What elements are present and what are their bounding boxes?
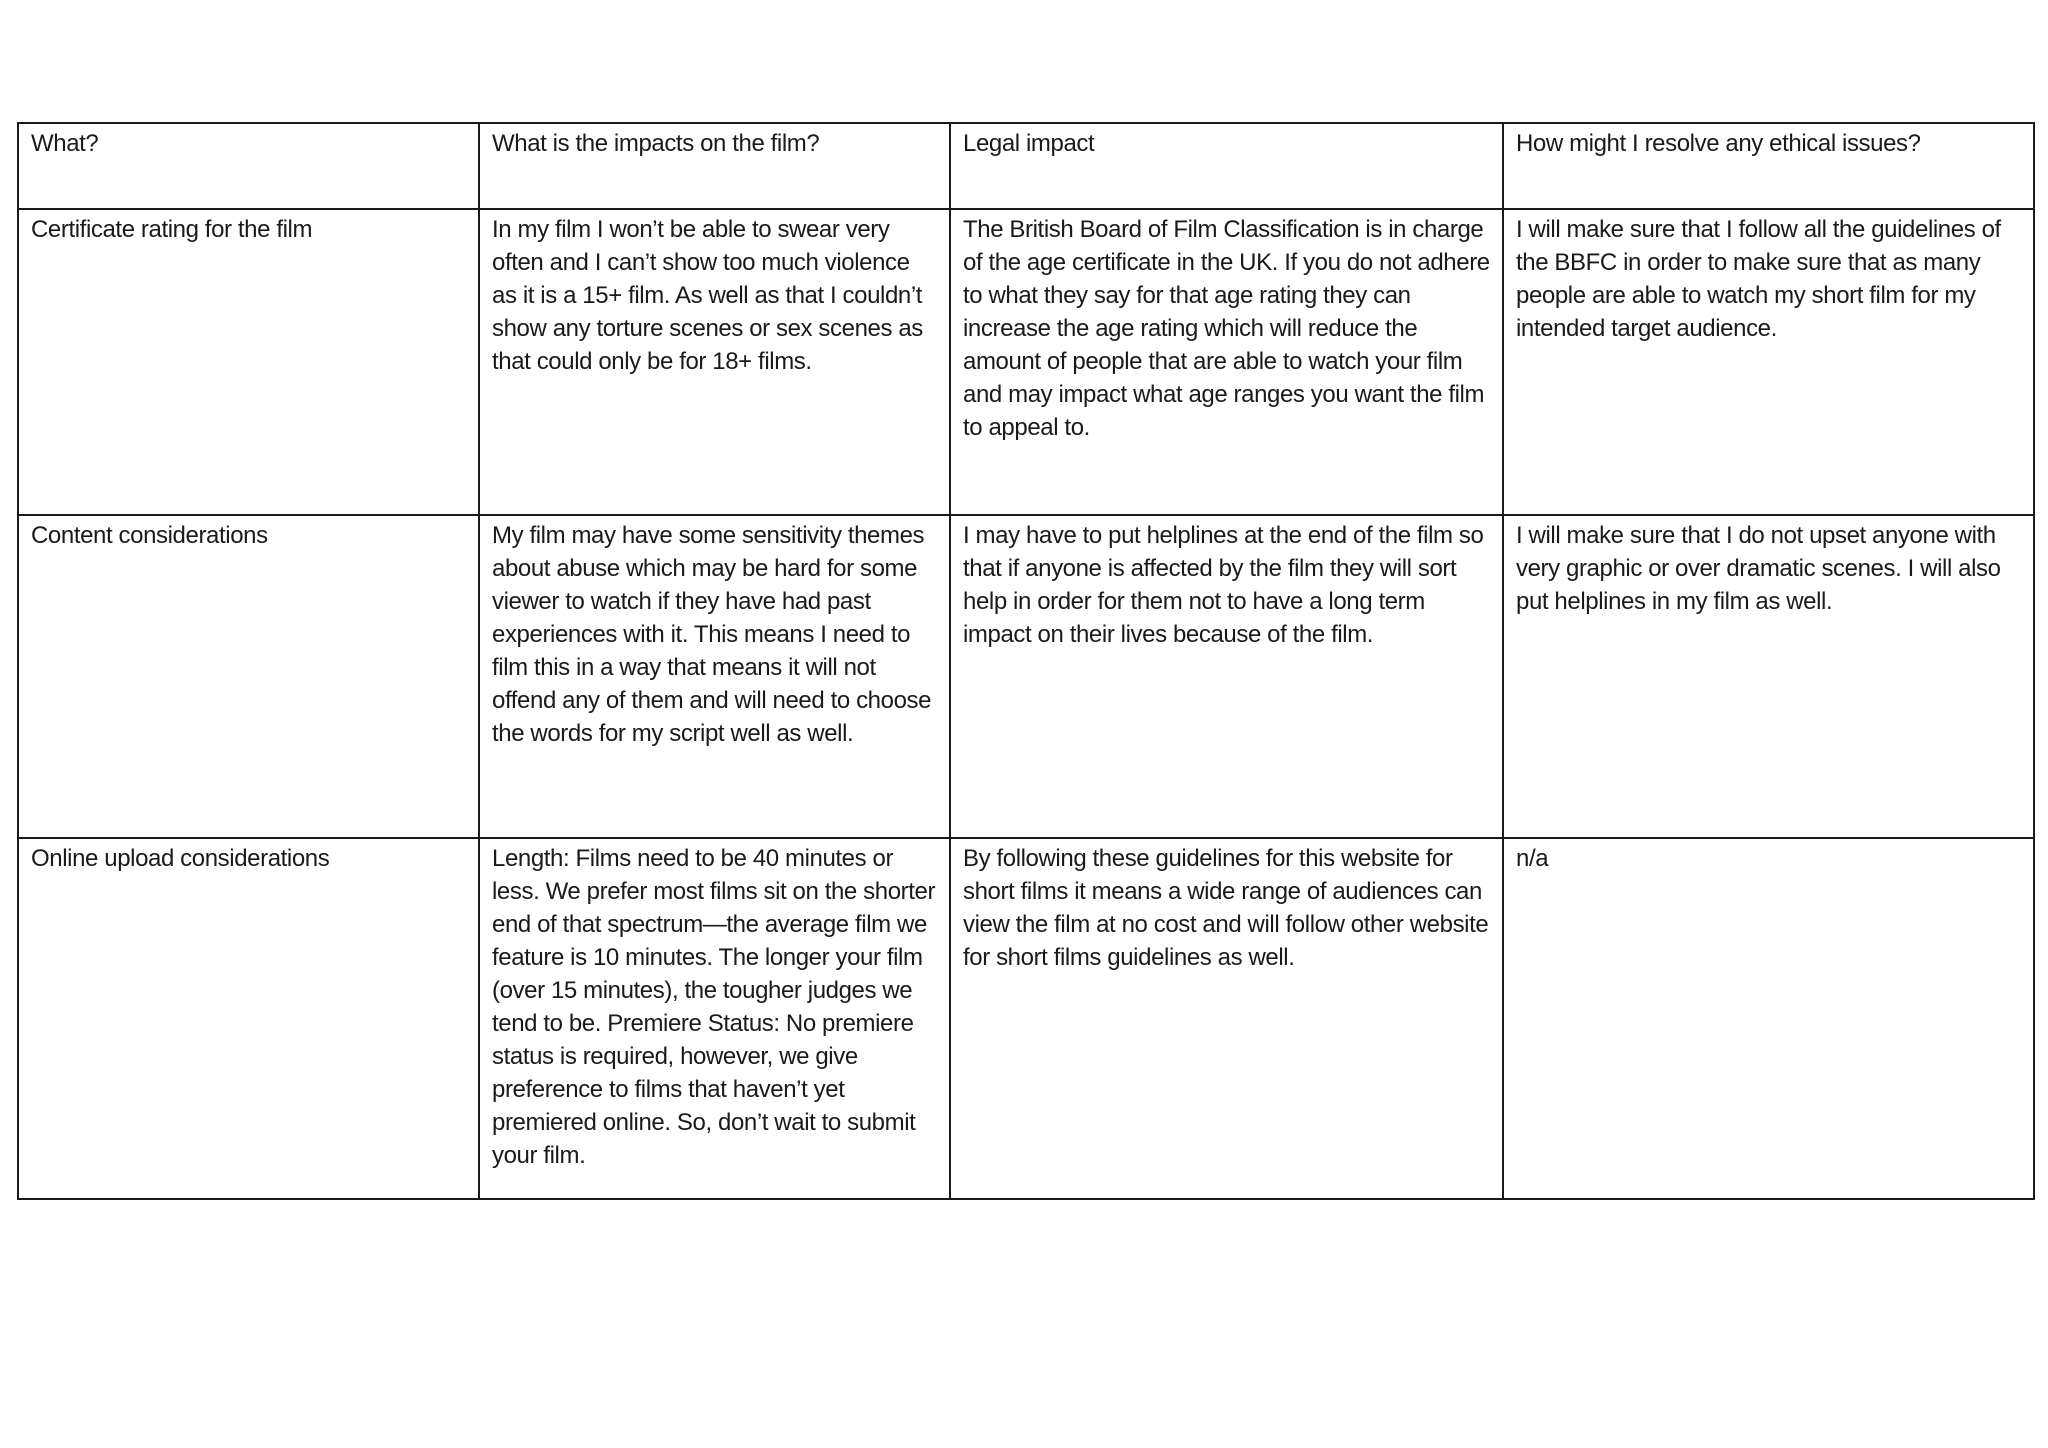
table-cell: By following these guidelines for this website for short films it means a wide range of audiences can view the film at no cost and will follow other website for short films guidelines as well. — [950, 838, 1503, 1199]
table-row — [18, 209, 2034, 515]
table-cell: Content considerations — [18, 515, 479, 838]
table-cell: The British Board of Film Classification is in charge of the age certificate in the UK. If you do not adhere to what they say for that age rating they can increase the age rating which will reduce the amount of people that are able to watch your film and may impact what age ranges you want the film to appeal to. — [950, 209, 1503, 515]
table-cell: I will make sure that I follow all the guidelines of the BBFC in order to make sure that as many people are able to watch my short film for my intended target audience. — [1503, 209, 2034, 515]
table-cell: In my film I won’t be able to swear very often and I can’t show too much violence as it is a 15+ film. As well as that I couldn’t show any torture scenes or sex scenes as that could only be for 18+ films. — [479, 209, 950, 515]
table-cell: My film may have some sensitivity themes about abuse which may be hard for some viewer to watch if they have had past experiences with it. This means I need to film this in a way that means it will not offend any of them and will need to choose the words for my script well as well. — [479, 515, 950, 838]
table-cell: Certificate rating for the film — [18, 209, 479, 515]
table-cell: n/a — [1503, 838, 2034, 1199]
header-cell-what: What? — [18, 123, 479, 209]
header-cell-resolve: How might I resolve any ethical issues? — [1503, 123, 2034, 209]
table-cell: Length: Films need to be 40 minutes or less. We prefer most films sit on the shorter end of that spectrum—the average film we feature is 10 minutes. The longer your film (over 15 minutes), the tougher judges we tend to be. Premiere Status: No premiere status is required, however, we give preference to films that haven’t yet premiered online. So, don’t wait to submit your film. — [479, 838, 950, 1199]
table-header-row — [18, 123, 2034, 209]
table-cell: I may have to put helplines at the end of the film so that if anyone is affected by the film they will sort help in order for them not to have a long term impact on their lives because of the film. — [950, 515, 1503, 838]
header-cell-impacts: What is the impacts on the film? — [479, 123, 950, 209]
table-cell: Online upload considerations — [18, 838, 479, 1199]
table-row — [18, 515, 2034, 838]
ethics-table — [17, 122, 2035, 1200]
table-cell: I will make sure that I do not upset anyone with very graphic or over dramatic scenes. I will also put helplines in my film as well. — [1503, 515, 2034, 838]
table-row — [18, 838, 2034, 1199]
header-cell-legal: Legal impact — [950, 123, 1503, 209]
